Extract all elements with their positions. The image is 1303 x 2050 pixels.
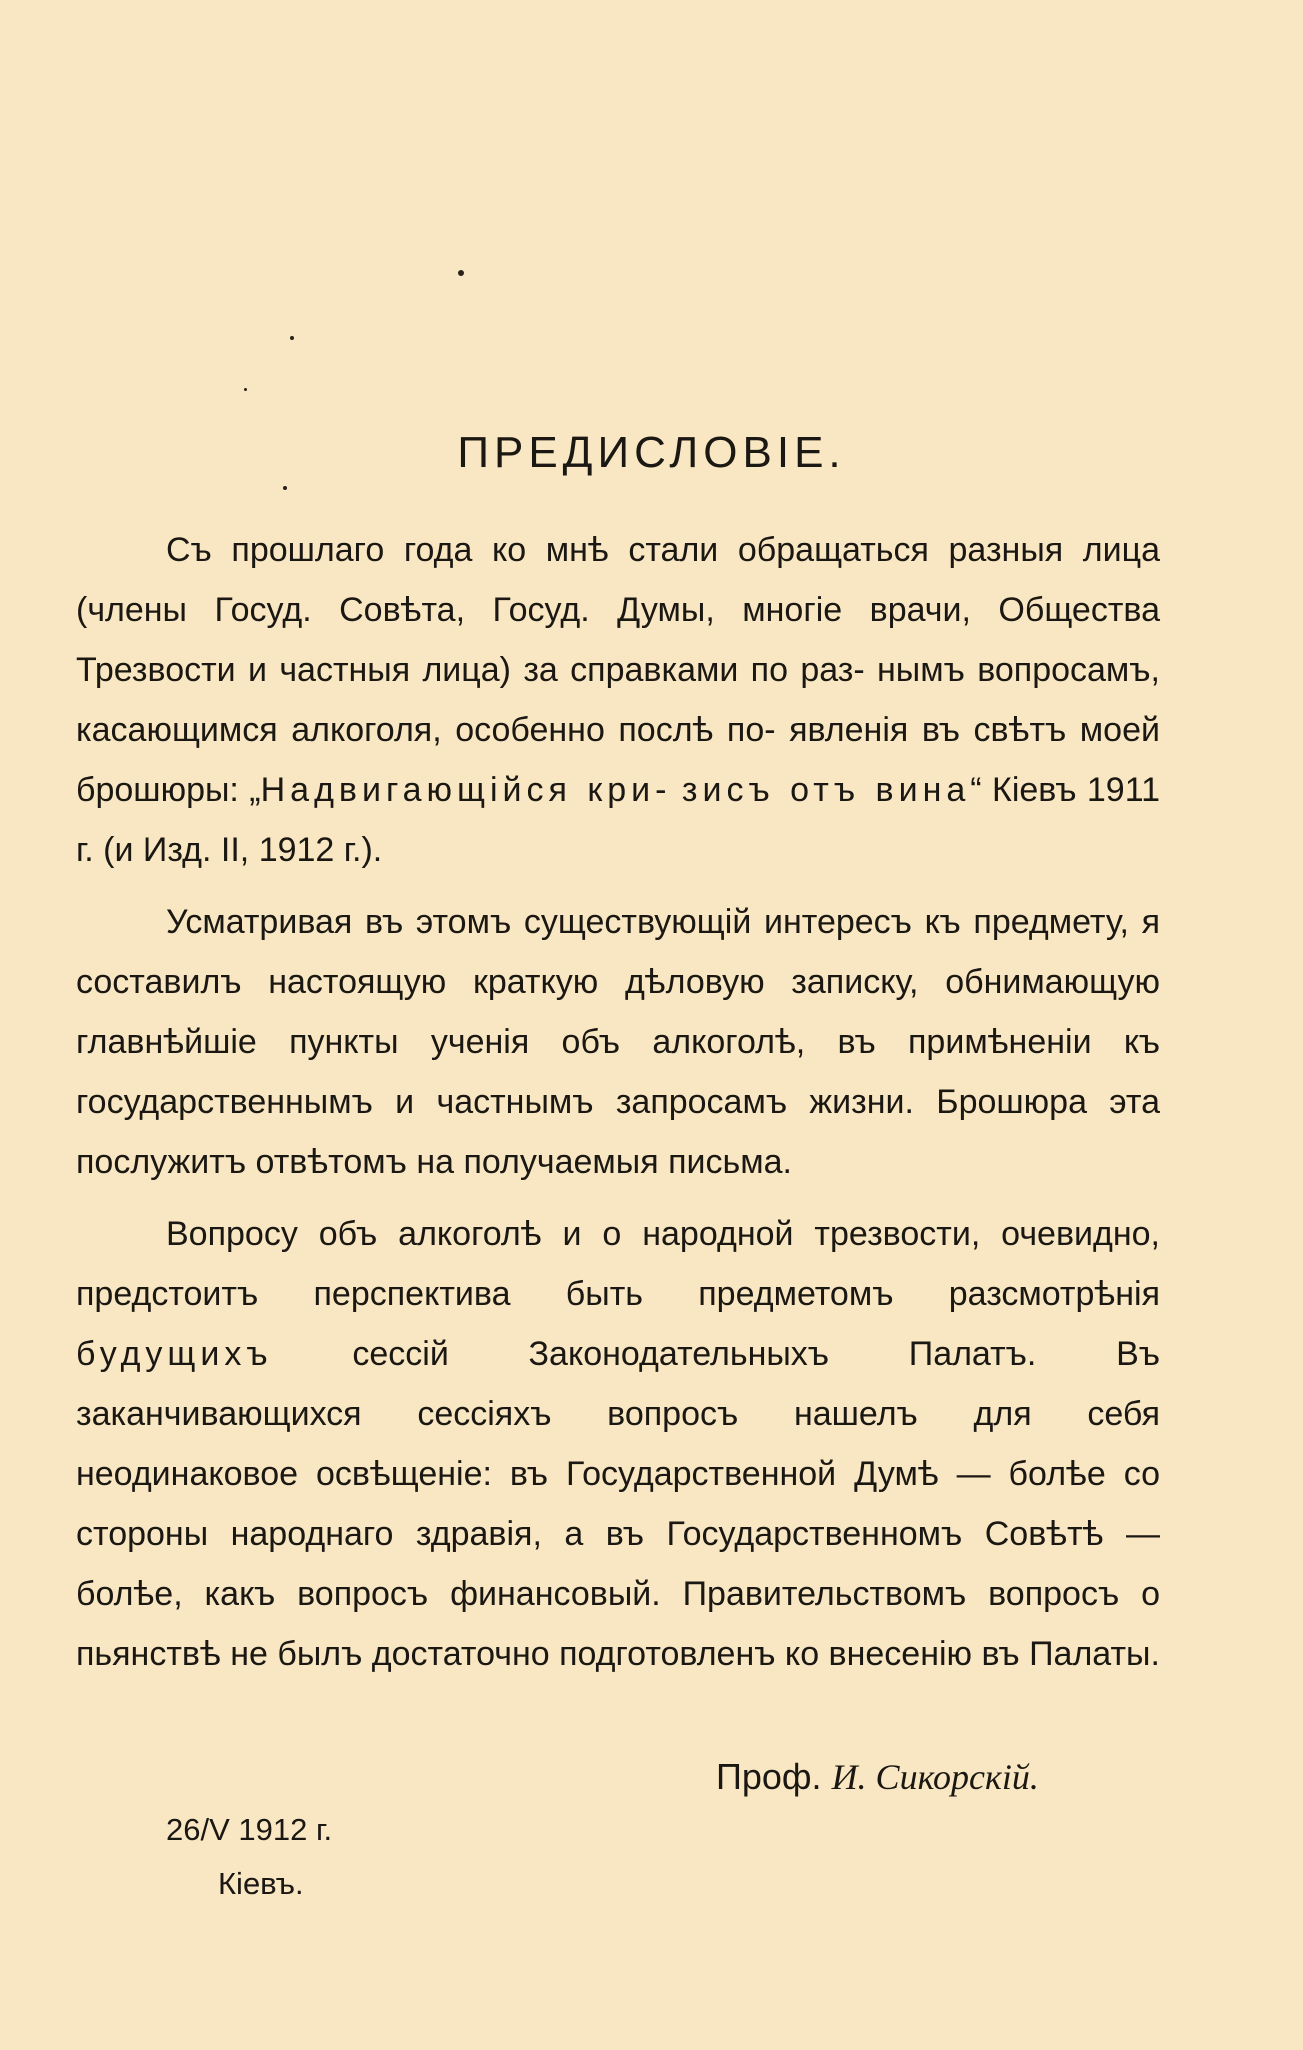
brochure-title-part-1: Надвигающійся кри- — [260, 771, 672, 809]
brochure-title-part-2: зисъ отъ вина — [681, 771, 971, 809]
line-2: лица (члены Госуд. Совѣта, Госуд. Думы, многіе врачи, — [76, 531, 1160, 629]
print-speck — [244, 388, 247, 391]
print-speck — [458, 270, 464, 276]
signature — [716, 1756, 1039, 1798]
preface-body — [76, 520, 1160, 1684]
signature-name: И. Сикорскій. — [831, 1757, 1039, 1797]
line-1: Съ прошлаго года ко мнѣ стали обращаться разныя — [166, 531, 1064, 569]
spaced-word: будущихъ — [76, 1335, 273, 1373]
signature-prefix: Проф. — [716, 1756, 822, 1797]
line-4: нымъ вопросамъ, касающимся алкоголя, особенно послѣ по- — [76, 651, 1160, 749]
paragraph-1 — [76, 520, 1160, 880]
print-speck — [290, 336, 294, 340]
line-5: явленія въ свѣтъ моей брошюры: „ — [76, 711, 1160, 809]
paragraph-2: Усматривая въ этомъ существующій интересъ къ предмету, я составилъ настоящую краткую дѣловую записку, обнимающую главнѣйшіе пункты ученія объ алкоголѣ, въ примѣненіи къ государственнымъ и частнымъ запросамъ жизни. Брошюра эта послужитъ отвѣтомъ на получаемыя письма. — [76, 903, 1160, 1181]
paragraph-3-start: Вопросу объ алкоголѣ и о народной трезвости, очевидно, предстоитъ перспектива быть предметомъ разсмотрѣнія — [76, 1215, 1160, 1313]
print-speck — [283, 486, 287, 490]
line-6-rest: “ Кіевъ 1911 г. (и Изд. II, 1912 г.). — [76, 771, 1161, 869]
paragraph-3 — [76, 1204, 1160, 1684]
page-title: ПРЕДИСЛОВІЕ. — [457, 428, 846, 477]
paragraph-3-end: сессій Законодательныхъ Палатъ. Въ заканчивающихся сессіяхъ вопросъ нашелъ для себя неодинаковое освѣщеніе: въ Государственной Думѣ — болѣе со стороны народнаго здравія, а въ Государственномъ Совѣтѣ — болѣе, какъ вопросъ финансовый. Правительствомъ вопросъ о пьянствѣ не былъ достаточно подготовленъ ко внесенію въ Палаты. — [76, 1335, 1160, 1673]
date: 26/V 1912 г. — [166, 1812, 333, 1847]
line-3: Общества Трезвости и частныя лица) за справками по раз- — [76, 591, 1160, 689]
place: Кіевъ. — [218, 1866, 304, 1901]
